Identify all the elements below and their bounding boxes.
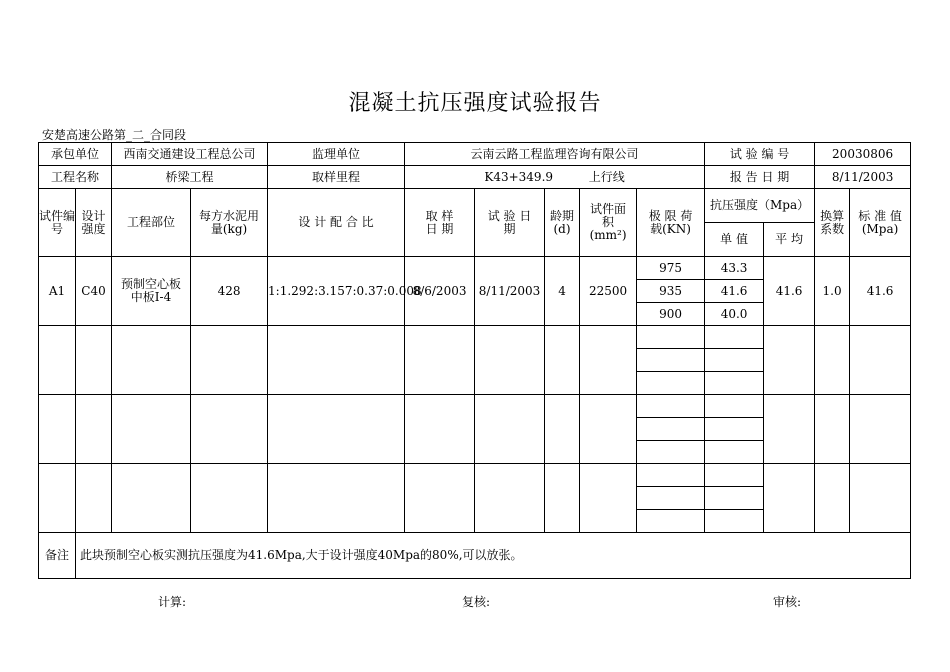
empty-cell <box>580 326 637 395</box>
remarks-text: 此块预制空心板实测抗压强度为41.6Mpa,大于设计强度40Mpa的80%,可以放张。 <box>76 533 911 579</box>
empty-cell <box>545 326 580 395</box>
header-design-strength: 设计强度 <box>76 189 112 257</box>
empty-cell <box>637 395 705 418</box>
test-no-label: 试 验 编 号 <box>705 143 815 166</box>
test-date: 8/11/2003 <box>475 257 545 326</box>
empty-cell <box>815 326 850 395</box>
header-part: 工程部位 <box>112 189 191 257</box>
empty-cell <box>268 326 405 395</box>
sampling-date: 8/6/2003 <box>405 257 475 326</box>
empty-cell <box>637 349 705 372</box>
header-average: 平 均 <box>764 223 815 257</box>
calculated-by-label: 计算: <box>158 595 187 609</box>
age: 4 <box>545 257 580 326</box>
report-date-value: 8/11/2003 <box>815 166 911 189</box>
cement: 428 <box>191 257 268 326</box>
empty-cell <box>764 464 815 533</box>
header-sampling-date: 取 样 日 期 <box>405 189 475 257</box>
single-value: 40.0 <box>705 303 764 326</box>
empty-cell <box>637 441 705 464</box>
single-value: 41.6 <box>705 280 764 303</box>
empty-cell <box>637 510 705 533</box>
empty-cell <box>405 326 475 395</box>
empty-cell <box>705 395 764 418</box>
header-test-date: 试 验 日 期 <box>475 189 545 257</box>
direction-value: 上行线 <box>588 169 625 184</box>
header-specimen-no: 试件编号 <box>39 189 76 257</box>
empty-cell <box>637 464 705 487</box>
supervisor-label: 监理单位 <box>268 143 405 166</box>
empty-cell <box>705 487 764 510</box>
empty-cell <box>815 464 850 533</box>
contractor-value: 西南交通建设工程总公司 <box>112 143 268 166</box>
empty-cell <box>76 395 112 464</box>
header-age: 龄期(d) <box>545 189 580 257</box>
empty-cell <box>191 326 268 395</box>
load-value: 975 <box>637 257 705 280</box>
empty-cell <box>815 395 850 464</box>
contract-section: 安楚高速公路第_二_合同段 <box>42 128 187 142</box>
project-label: 工程名称 <box>39 166 112 189</box>
audited-by-label: 审核: <box>773 595 802 609</box>
empty-cell <box>705 441 764 464</box>
test-no-value: 20030806 <box>815 143 911 166</box>
empty-cell <box>39 464 76 533</box>
average-value: 41.6 <box>764 257 815 326</box>
standard-value: 41.6 <box>850 257 911 326</box>
empty-cell <box>637 326 705 349</box>
empty-cell <box>580 395 637 464</box>
header-mix-ratio: 设 计 配 合 比 <box>268 189 405 257</box>
header-conversion: 换算系数 <box>815 189 850 257</box>
empty-cell <box>705 510 764 533</box>
empty-cell <box>637 487 705 510</box>
single-value: 43.3 <box>705 257 764 280</box>
report-title: 混凝土抗压强度试验报告 <box>348 91 602 116</box>
sampling-label: 取样里程 <box>268 166 405 189</box>
header-single: 单 值 <box>705 223 764 257</box>
empty-cell <box>268 464 405 533</box>
empty-cell <box>705 349 764 372</box>
empty-cell <box>475 326 545 395</box>
header-cement: 每方水泥用量(kg) <box>191 189 268 257</box>
reviewed-by-label: 复核: <box>462 595 491 609</box>
empty-cell <box>764 395 815 464</box>
empty-cell <box>705 326 764 349</box>
empty-cell <box>637 418 705 441</box>
design-strength: C40 <box>76 257 112 326</box>
empty-cell <box>405 464 475 533</box>
empty-cell <box>76 464 112 533</box>
empty-cell <box>705 372 764 395</box>
empty-cell <box>112 395 191 464</box>
report-table <box>38 142 911 579</box>
empty-cell <box>705 418 764 441</box>
empty-cell <box>268 395 405 464</box>
load-value: 935 <box>637 280 705 303</box>
empty-cell <box>39 395 76 464</box>
contractor-label: 承包单位 <box>39 143 112 166</box>
empty-cell <box>850 326 911 395</box>
empty-cell <box>705 464 764 487</box>
empty-cell <box>637 372 705 395</box>
empty-cell <box>39 326 76 395</box>
empty-cell <box>112 464 191 533</box>
empty-cell <box>76 326 112 395</box>
part: 预制空心板中板Ⅰ-4 <box>112 257 191 326</box>
load-value: 900 <box>637 303 705 326</box>
sampling-location <box>405 166 705 189</box>
empty-cell <box>764 326 815 395</box>
header-strength: 抗压强度（Mpa） <box>705 189 815 223</box>
supervisor-value: 云南云路工程监理咨询有限公司 <box>405 143 705 166</box>
remarks-label: 备注 <box>39 533 76 579</box>
sampling-value: K43+349.9 <box>484 169 554 184</box>
empty-cell <box>545 464 580 533</box>
header-standard: 标 准 值(Mpa) <box>850 189 911 257</box>
empty-cell <box>580 464 637 533</box>
empty-cell <box>475 464 545 533</box>
empty-cell <box>850 464 911 533</box>
header-ultimate-load: 极 限 荷 载(KN) <box>637 189 705 257</box>
empty-cell <box>545 395 580 464</box>
empty-cell <box>850 395 911 464</box>
empty-cell <box>475 395 545 464</box>
area: 22500 <box>580 257 637 326</box>
empty-cell <box>191 395 268 464</box>
specimen-no: A1 <box>39 257 76 326</box>
mix-ratio: 1:1.292:3.157:0.37:0.008 <box>268 257 405 326</box>
project-value: 桥梁工程 <box>112 166 268 189</box>
conversion-value: 1.0 <box>815 257 850 326</box>
empty-cell <box>191 464 268 533</box>
empty-cell <box>112 326 191 395</box>
report-date-label: 报 告 日 期 <box>705 166 815 189</box>
header-area: 试件面积(mm²) <box>580 189 637 257</box>
empty-cell <box>405 395 475 464</box>
